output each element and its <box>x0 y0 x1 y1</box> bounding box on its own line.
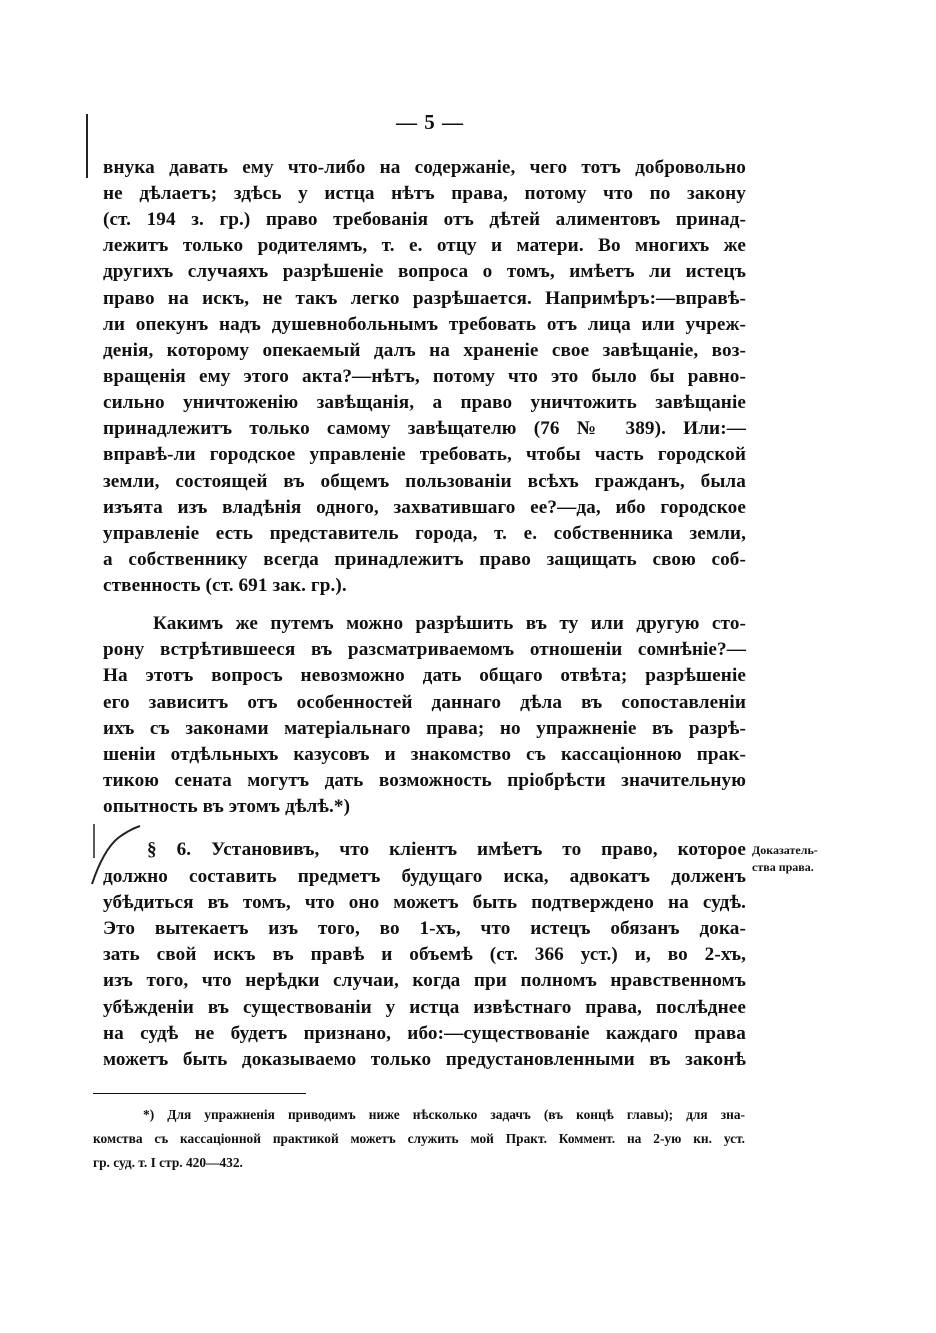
text-line: § 6. Установивъ, что кліентъ имѣетъ то право, которое <box>147 839 746 860</box>
margin-note <box>752 842 862 876</box>
text-line: ли опекунъ надъ душевнобольнымъ требовать отъ лица или учреж- <box>103 314 746 335</box>
text-line: вправѣ-ли городское управленіе требовать, чтобы часть городской <box>103 444 746 465</box>
text-line: а собственнику всегда принадлежитъ право защищать свою соб- <box>103 549 746 570</box>
text-line: право на искъ, не такъ легко разрѣшается. Напримѣръ:—вправѣ- <box>103 288 746 309</box>
footnote-line: комства съ кассаціонной практикой можетъ служить мой Практ. Коммент. на 2-ую кн. уст. <box>93 1131 745 1146</box>
footnote-line: *) Для упражненія приводимъ ниже нѣсколько задачъ (въ концѣ главы); для зна- <box>143 1107 745 1122</box>
margin-note-line: Доказатель- <box>752 843 818 857</box>
text-line: ственность (ст. 691 зак. гр.). <box>103 575 347 596</box>
text-line: зать свой искъ въ правѣ и объемѣ (ст. 366 уст.) и, во 2-хъ, <box>103 944 746 965</box>
text-line: управленіе есть представитель города, т. е. собственника земли, <box>103 523 746 544</box>
text-line: шеніи отдѣльныхъ казусовъ и знакомство съ кассаціонною прак- <box>103 744 746 765</box>
text-line: земли, состоящей въ общемъ пользованіи всѣхъ гражданъ, была <box>103 471 746 492</box>
text-line: можетъ быть доказываемо только предустановленными въ законѣ <box>103 1049 746 1070</box>
text-line: тикою сената могутъ дать возможность пріобрѣсти значительную <box>103 770 746 791</box>
text-line: рону встрѣтившееся въ разсматриваемомъ отношеніи сомнѣніе?— <box>103 639 746 660</box>
text-line: опытность въ этомъ дѣлѣ.*) <box>103 796 351 817</box>
text-line: изъ того, что нерѣдки случаи, когда при полномъ нравственномъ <box>103 970 746 991</box>
text-line: принадлежитъ только самому завѣщателю (76 № 389). Или:— <box>103 418 746 439</box>
margin-note-line: ства права. <box>752 860 814 874</box>
text-line: Это вытекаетъ изъ того, во 1-хъ, что истецъ обязанъ дока- <box>103 918 746 939</box>
text-line: лежитъ только родителямъ, т. е. отцу и матери. Во многихъ же <box>103 235 746 256</box>
text-line: убѣдиться въ томъ, что оно можетъ быть подтверждено на судѣ. <box>103 892 746 913</box>
text-line: На этотъ вопросъ невозможно дать общаго отвѣта; разрѣшеніе <box>103 665 746 686</box>
text-line: его зависитъ отъ особенностей даннаго дѣла въ сопоставленіи <box>103 692 746 713</box>
page-number: — 5 — <box>396 110 464 134</box>
text-line: другихъ случаяхъ разрѣшеніе вопроса о томъ, имѣетъ ли истецъ <box>103 261 746 282</box>
text-line: должно составить предметъ будущаго иска, адвокатъ долженъ <box>103 866 746 887</box>
footnote-rule <box>93 1093 306 1094</box>
text-line: на судѣ не будетъ признано, ибо:—существованіе каждаго права <box>103 1023 746 1044</box>
text-line: сильно уничтоженію завѣщанія, а право уничтожить завѣщаніе <box>103 392 746 413</box>
text-line: убѣжденіи въ существованіи у истца извѣстнаго права, послѣднее <box>103 997 746 1018</box>
text-line: внука давать ему что-либо на содержаніе, чего тотъ добровольно <box>103 157 746 178</box>
pencil-mark <box>80 112 94 182</box>
text-line: Какимъ же путемъ можно разрѣшить въ ту или другую сто- <box>153 613 746 634</box>
text-line: не дѣлаетъ; здѣсь у истца нѣтъ права, потому что по закону <box>103 183 746 204</box>
text-line: вращенія ему этого акта?—нѣтъ, потому что это было бы равно- <box>103 366 746 387</box>
text-line: денія, которому опекаемый далъ на храненіе свое завѣщаніе, воз- <box>103 340 746 361</box>
text-line: ихъ съ законами матеріальнаго права; но упражненіе въ разрѣ- <box>103 718 746 739</box>
footnote-line: гр. суд. т. I стр. 420—432. <box>93 1155 243 1170</box>
text-line: изъята изъ владѣнія одного, захватившаго ее?—да, ибо городское <box>103 497 746 518</box>
text-line: (ст. 194 з. гр.) право требованія отъ дѣтей алиментовъ принад- <box>103 209 746 230</box>
